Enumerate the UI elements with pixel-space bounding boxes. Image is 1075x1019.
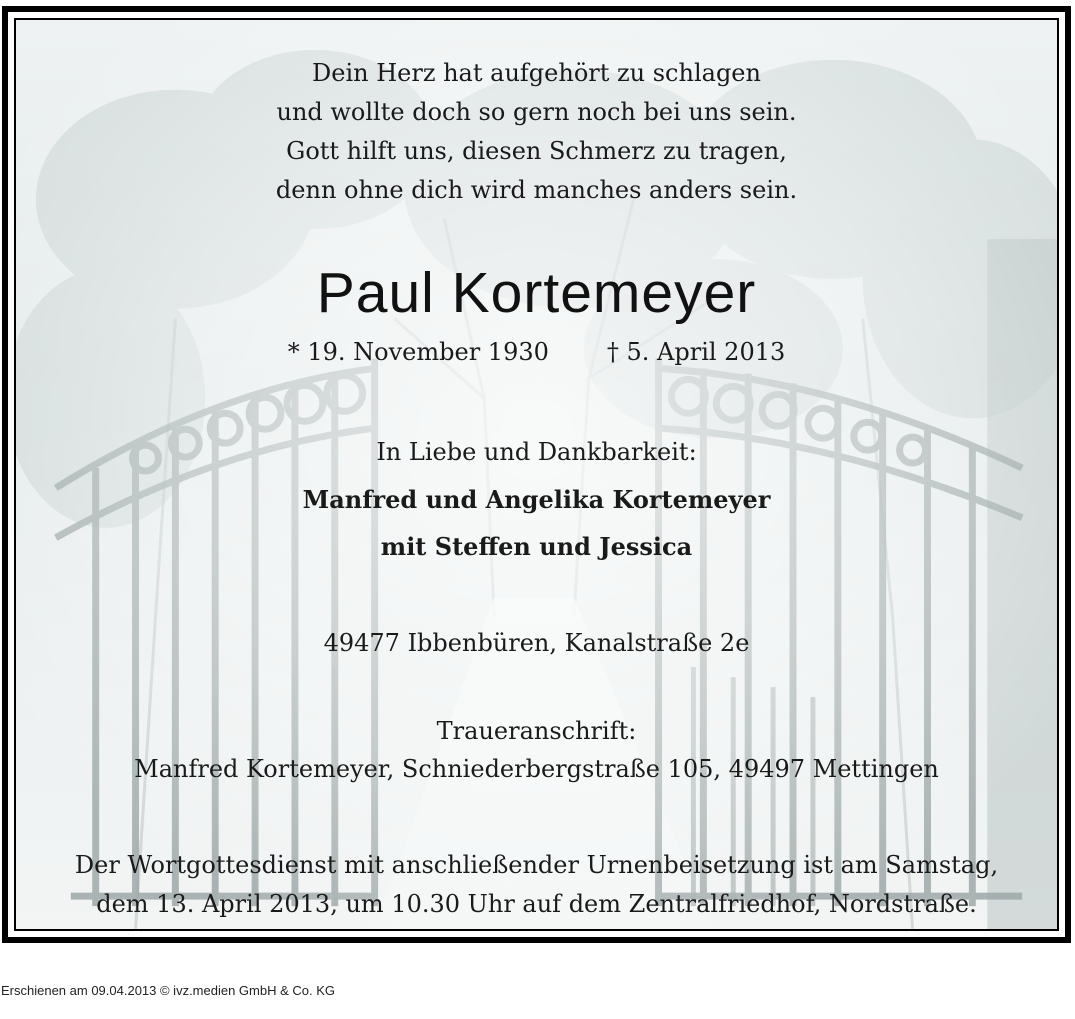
- death-date: † 5. April 2013: [606, 338, 786, 366]
- family-names: Manfred und Angelika Kortemeyer: [302, 485, 771, 514]
- verse-line: Dein Herz hat aufgehört zu schlagen: [312, 59, 761, 87]
- obituary-notice: [2, 6, 1071, 943]
- mourning-address-heading: Traueranschrift:: [436, 717, 637, 745]
- service-line: Der Wortgottesdienst mit anschließender Urnenbeisetzung ist am Samstag,: [74, 851, 999, 879]
- thanks-heading: In Liebe und Dankbarkeit:: [376, 438, 697, 466]
- publication-footer: Erschienen am 09.04.2013 © ivz.medien GmbH & Co. KG: [1, 983, 336, 998]
- verse: [16, 54, 1057, 210]
- verse-line: und wollte doch so gern noch bei uns sein.: [276, 98, 797, 126]
- deceased-name: Paul Kortemeyer: [316, 261, 757, 325]
- verse-line: Gott hilft uns, diesen Schmerz zu tragen,: [286, 137, 787, 165]
- notice-inner-frame: [14, 18, 1059, 931]
- service-line: dem 13. April 2013, um 10.30 Uhr auf dem Zentralfriedhof, Nordstraße.: [96, 890, 977, 918]
- birth-date: * 19. November 1930: [287, 338, 549, 366]
- notice-text: [16, 20, 1057, 929]
- service-details: [16, 846, 1057, 924]
- verse-line: denn ohne dich wird manches anders sein.: [275, 176, 798, 204]
- mourning-address: Manfred Kortemeyer, Schniederbergstraße 105, 49497 Mettingen: [134, 755, 939, 783]
- life-dates: [16, 338, 1057, 366]
- family-names-children: mit Steffen und Jessica: [380, 532, 693, 561]
- family-address: 49477 Ibbenbüren, Kanalstraße 2e: [323, 629, 750, 657]
